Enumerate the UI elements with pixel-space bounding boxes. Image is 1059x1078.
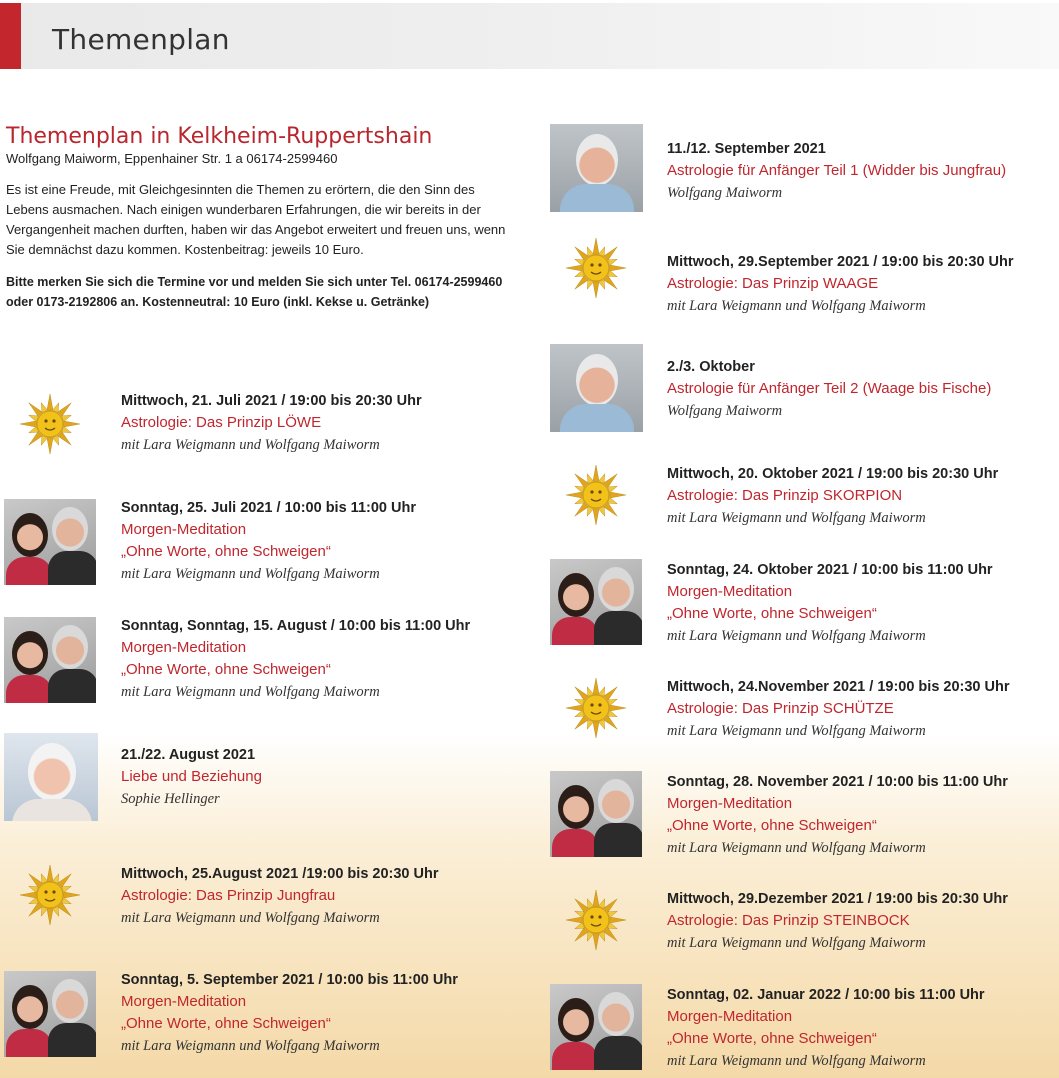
page-title: Themenplan (52, 23, 230, 56)
man-photo (550, 124, 643, 212)
event-topic: Morgen-Meditation (667, 1008, 793, 1025)
event-topic: Morgen-Meditation (667, 583, 793, 600)
event-date: 2./3. Oktober (667, 359, 755, 375)
event-date: Sonntag, 24. Oktober 2021 / 10:00 bis 11:00 Uhr (667, 562, 993, 578)
event-host: Wolfgang Maiworm (667, 403, 783, 419)
event-subtitle: „Ohne Worte, ohne Schweigen“ (121, 661, 331, 678)
event-date: Mittwoch, 21. Juli 2021 / 19:00 bis 20:30 Uhr (121, 393, 422, 409)
event-topic: Morgen-Meditation (121, 639, 247, 656)
event-date: Sonntag, 02. Januar 2022 / 10:00 bis 11:00 Uhr (667, 987, 985, 1003)
event-host: mit Lara Weigmann und Wolfgang Maiworm (667, 628, 926, 644)
sun-icon (564, 463, 628, 532)
event-date: Sonntag, 28. November 2021 / 10:00 bis 11:00 Uhr (667, 774, 1008, 790)
event-topic: Astrologie: Das Prinzip Jungfrau (121, 887, 336, 904)
event-host: Wolfgang Maiworm (667, 185, 783, 201)
sun-icon (564, 676, 628, 745)
event-host: mit Lara Weigmann und Wolfgang Maiworm (667, 723, 926, 739)
event-subtitle: „Ohne Worte, ohne Schweigen“ (121, 543, 331, 560)
event-topic: Astrologie: Das Prinzip SKORPION (667, 487, 903, 504)
event-host: mit Lara Weigmann und Wolfgang Maiworm (121, 437, 380, 453)
woman-photo (4, 733, 98, 821)
intro-address: Wolfgang Maiworm, Eppenhainer Str. 1 a 06174-2599460 (6, 151, 338, 166)
event-topic: Astrologie: Das Prinzip WAAGE (667, 275, 879, 292)
sun-icon (18, 392, 82, 461)
event-date: Sonntag, 5. September 2021 / 10:00 bis 11:00 Uhr (121, 972, 458, 988)
event-subtitle: „Ohne Worte, ohne Schweigen“ (667, 817, 877, 834)
sun-icon (564, 236, 628, 305)
event-date: Mittwoch, 20. Oktober 2021 / 19:00 bis 20:30 Uhr (667, 466, 999, 482)
event-host: mit Lara Weigmann und Wolfgang Maiworm (667, 510, 926, 526)
couple-photo (4, 971, 96, 1057)
couple-photo (550, 984, 642, 1070)
event-subtitle: „Ohne Worte, ohne Schweigen“ (121, 1015, 331, 1032)
couple-photo (550, 559, 642, 645)
event-host: Sophie Hellinger (121, 791, 220, 807)
event-topic: Morgen-Meditation (667, 795, 793, 812)
event-date: Sonntag, Sonntag, 15. August / 10:00 bis 11:00 Uhr (121, 618, 471, 634)
event-host: mit Lara Weigmann und Wolfgang Maiworm (121, 1038, 380, 1054)
sun-icon (18, 863, 82, 932)
couple-photo (550, 771, 642, 857)
event-topic: Astrologie für Anfänger Teil 1 (Widder bis Jungfrau) (667, 162, 1007, 179)
event-date: Sonntag, 25. Juli 2021 / 10:00 bis 11:00 Uhr (121, 500, 416, 516)
event-date: 21./22. August 2021 (121, 747, 256, 763)
couple-photo (4, 617, 96, 703)
intro-paragraph: Es ist eine Freude, mit Gleichgesinnten die Themen zu erörtern, die den Sinn des Lebens ausmachen. Nach einigen wunderbaren Erfahrungen, die wir bereits in der Vergangenheit machen durften, haben wir das Angebot erweitert und freuen uns, wenn Sie demnächst dazu kommen. Kostenbeitrag: jeweils 10 Euro. (6, 182, 506, 257)
event-date: Mittwoch, 24.November 2021 / 19:00 bis 20:30 Uhr (667, 679, 1010, 695)
event-host: mit Lara Weigmann und Wolfgang Maiworm (121, 684, 380, 700)
event-date: Mittwoch, 25.August 2021 /19:00 bis 20:30 Uhr (121, 866, 439, 882)
intro-section (6, 124, 506, 312)
sun-icon (564, 888, 628, 957)
intro-notice: Bitte merken Sie sich die Termine vor und melden Sie sich unter Tel. 06174-2599460 oder 0173-2192806 an. Kostenneutral: 10 Euro (inkl. Kekse u. Getränke) (6, 275, 503, 309)
event-host: mit Lara Weigmann und Wolfgang Maiworm (667, 298, 926, 314)
event-topic: Liebe und Beziehung (121, 768, 262, 785)
event-host: mit Lara Weigmann und Wolfgang Maiworm (121, 910, 380, 926)
event-host: mit Lara Weigmann und Wolfgang Maiworm (667, 840, 926, 856)
event-date: Mittwoch, 29.Dezember 2021 / 19:00 bis 20:30 Uhr (667, 891, 1008, 907)
event-topic: Morgen-Meditation (121, 993, 247, 1010)
event-topic: Astrologie: Das Prinzip STEINBOCK (667, 912, 910, 929)
event-topic: Morgen-Meditation (121, 521, 247, 538)
event-host: mit Lara Weigmann und Wolfgang Maiworm (667, 1053, 926, 1069)
event-subtitle: „Ohne Worte, ohne Schweigen“ (667, 605, 877, 622)
event-topic: Astrologie: Das Prinzip LÖWE (121, 414, 322, 431)
intro-title: Themenplan in Kelkheim-Ruppertshain (6, 124, 433, 149)
event-host: mit Lara Weigmann und Wolfgang Maiworm (121, 566, 380, 582)
man-photo (550, 344, 643, 432)
event-topic: Astrologie für Anfänger Teil 2 (Waage bis Fische) (667, 380, 992, 397)
page-header (0, 3, 1059, 69)
event-date: 11./12. September 2021 (667, 141, 826, 157)
couple-photo (4, 499, 96, 585)
event-subtitle: „Ohne Worte, ohne Schweigen“ (667, 1030, 877, 1047)
event-host: mit Lara Weigmann und Wolfgang Maiworm (667, 935, 926, 951)
event-topic: Astrologie: Das Prinzip SCHÜTZE (667, 700, 894, 717)
event-date: Mittwoch, 29.September 2021 / 19:00 bis 20:30 Uhr (667, 254, 1014, 270)
header-accent-bar (0, 3, 21, 69)
